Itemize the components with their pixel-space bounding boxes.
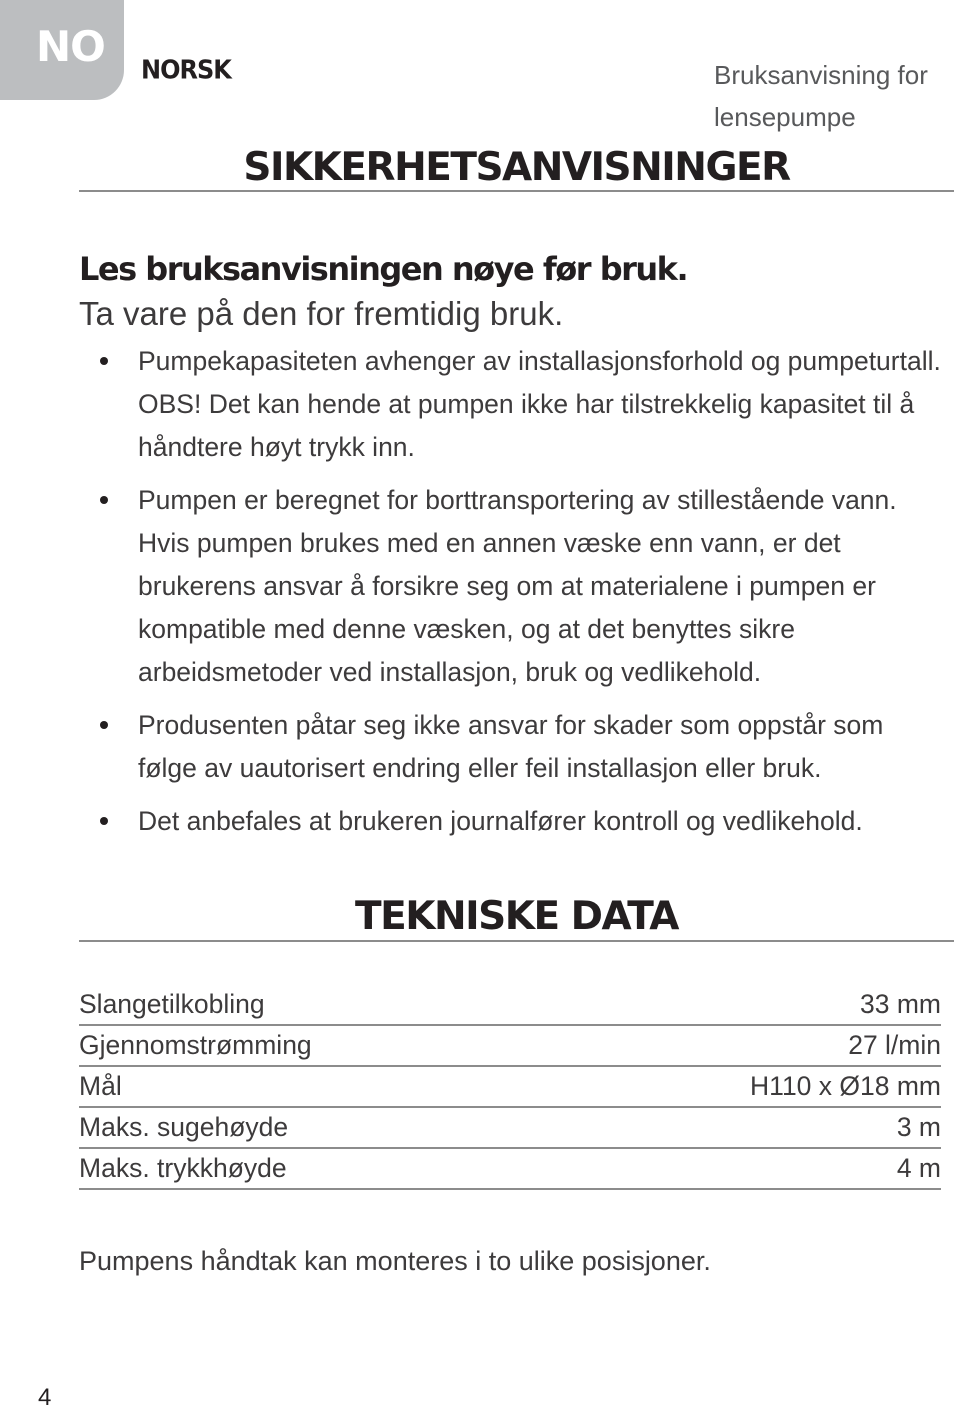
page-number: 4	[38, 1384, 52, 1411]
safety-bullet	[0, 340, 948, 469]
safety-lead-bold: Les bruksanvisningen nøye før bruk.	[79, 250, 688, 288]
safety-bullet-text: Det anbefales at brukeren journalfører kontroll og vedlikehold.	[138, 806, 863, 836]
table-row	[79, 1148, 941, 1189]
spec-label: Gjennomstrømming	[79, 1025, 552, 1066]
spec-value: 33 mm	[552, 985, 941, 1025]
document-title: Bruksanvisning for lensepumpe	[714, 60, 928, 132]
safety-lead-normal: Ta vare på den for fremtidig bruk.	[79, 295, 564, 332]
language-name: NORSK	[141, 54, 231, 86]
safety-bullet	[0, 704, 948, 790]
safety-bullet-list	[0, 340, 960, 853]
spec-label: Slangetilkobling	[79, 985, 552, 1025]
spec-value: 27 l/min	[552, 1025, 941, 1066]
table-row	[79, 1025, 941, 1066]
bullet-dot-icon	[100, 721, 108, 729]
safety-bullet-text: Pumpekapasiteten avhenger av installasjonsforhold og pumpeturtall. OBS! Det kan hende at pumpen ikke har tilstrekkelig kapasitet til å håndtere høyt trykk inn.	[138, 346, 941, 462]
tech-data-heading: TEKNISKE DATA	[355, 894, 678, 939]
bullet-dot-icon	[100, 357, 108, 365]
tech-data-heading-rule	[79, 940, 954, 942]
bullet-dot-icon	[100, 496, 108, 504]
safety-heading: SIKKERHETSANVISNINGER	[243, 145, 790, 190]
spec-label: Mål	[79, 1066, 552, 1107]
safety-bullet	[0, 800, 948, 843]
spec-value: 4 m	[552, 1148, 941, 1189]
table-row	[79, 985, 941, 1025]
language-code: NO	[36, 22, 105, 71]
table-row	[79, 1066, 941, 1107]
language-tab	[0, 0, 124, 100]
spec-value: H110 x Ø18 mm	[552, 1066, 941, 1107]
handle-note: Pumpens håndtak kan monteres i to ulike posisjoner.	[79, 1246, 711, 1276]
safety-bullet-text: Produsenten påtar seg ikke ansvar for skader som oppstår som følge av uautorisert endring eller feil installasjon eller bruk.	[138, 710, 884, 783]
safety-bullet-text: Pumpen er beregnet for borttransportering av stillestående vann. Hvis pumpen brukes med en annen væske enn vann, er det brukerens ansvar å forsikre seg om at materialene i pumpen er kompatible med denne væsken, og at det benyttes sikre arbeidsmetoder ved installasjon, bruk og vedlikehold.	[138, 485, 897, 687]
tech-data-table	[79, 985, 941, 1190]
safety-heading-rule	[79, 190, 954, 192]
bullet-dot-icon	[100, 817, 108, 825]
spec-label: Maks. trykkhøyde	[79, 1148, 552, 1189]
safety-bullet	[0, 479, 948, 694]
spec-value: 3 m	[552, 1107, 941, 1148]
spec-label: Maks. sugehøyde	[79, 1107, 552, 1148]
table-row	[79, 1107, 941, 1148]
